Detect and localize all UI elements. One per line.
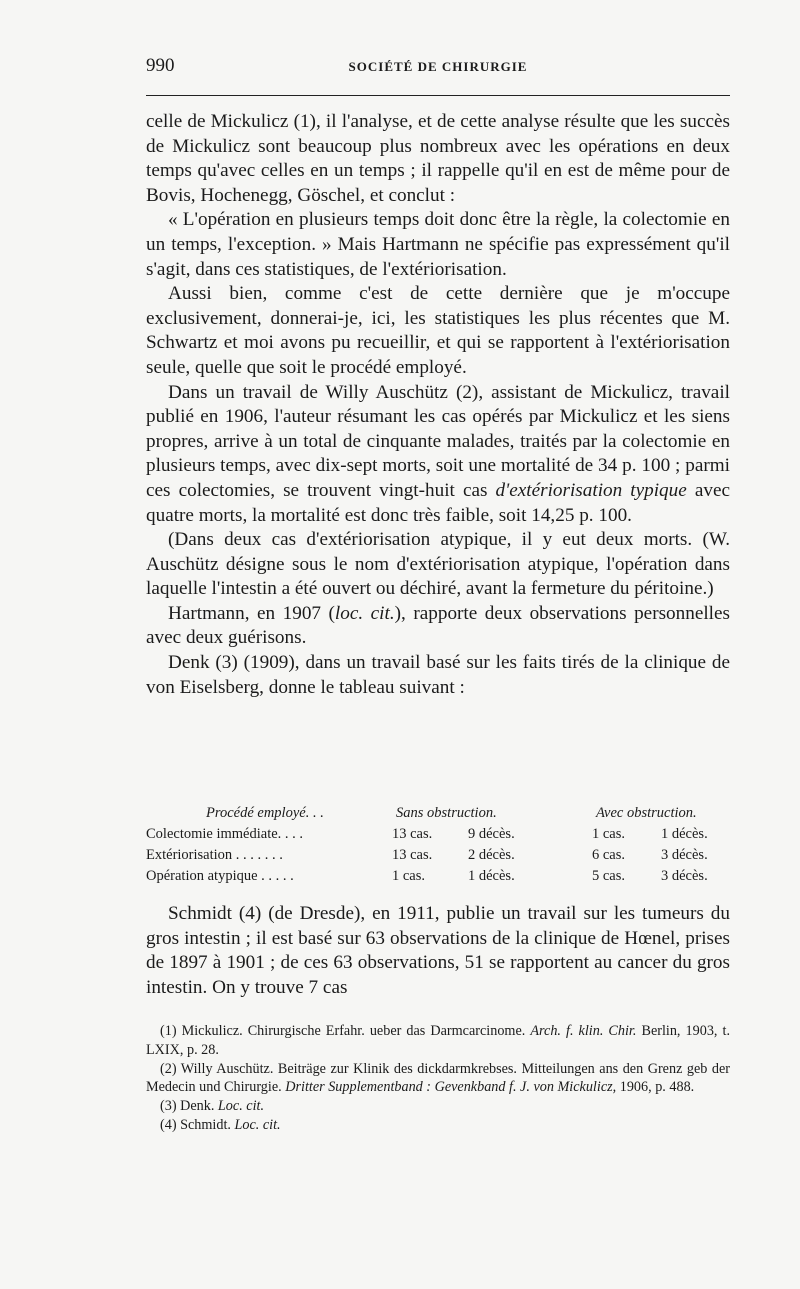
table-cell: Colectomie immédiate. . . .	[146, 826, 304, 842]
main-text	[146, 110, 730, 700]
footnote	[146, 1060, 730, 1098]
table-row	[146, 824, 730, 845]
table-row	[146, 845, 730, 866]
table-cell: 1 décès.	[661, 826, 708, 842]
table-cell: 3 décès.	[661, 847, 708, 863]
footnote-italic: Arch. f. klin. Chir.	[530, 1023, 637, 1039]
paragraph-text: Hartmann, en 1907 (	[168, 602, 335, 624]
paragraph	[146, 282, 730, 380]
header-rule	[146, 95, 730, 96]
paragraph	[146, 651, 730, 700]
footnote-italic: Loc. cit.	[234, 1116, 281, 1133]
footnote-text: (1) Mickulicz. Chirurgische Erfahr. ueber das Darmcarcinome.	[160, 1023, 531, 1039]
paragraph-text: « L'opération en plusieurs temps doit donc être la règle, la colectomie en un temps, l'exception. » Mais Hartmann ne spécifie pas expressément qu'il s'agit, dans ces statistiques, de l'extériorisation.	[146, 209, 730, 280]
table-cell: 6 cas.	[592, 847, 626, 863]
running-head: SOCIÉTÉ DE CHIRURGIE	[348, 59, 528, 74]
table-cell: 3 décès.	[661, 868, 708, 884]
footnote-text: Berlin, 1903, t. LXIX, p. 28.	[146, 1023, 730, 1058]
paragraph-text: Denk (3) (1909), dans un travail basé sur les faits tirés de la clinique de von Eiselsberg, donne le tableau suivant :	[146, 652, 730, 698]
table-header: Avec obstruction.	[596, 805, 697, 821]
paragraph-text: celle de Mickulicz (1), il l'analyse, et de cette analyse résulte que les succès de Mickulicz sont beaucoup plus nombreux avec les opérations en deux temps qu'avec celles en un temps ; il rappelle qu'il en est de même pour de Bovis, Hochenegg, Göschel, et conclut :	[146, 111, 730, 206]
table-cell: 1 décès.	[468, 868, 515, 884]
paragraph: Schmidt (4) (de Dresde), en 1911, publie un travail sur les tumeurs du gros intestin ; il est basé sur 63 observations de la clinique de Hœnel, prises de 1897 à 1901 ; de ces 63 observations, 51 se rapportent au cancer du gros intestin. On y trouve 7 cas	[146, 903, 730, 998]
footnote-text: (3) Denk.	[160, 1098, 218, 1115]
footnote-italic: Dritter Supplementband : Gevenkband f. J. von Mickulicz,	[285, 1079, 617, 1096]
paragraph	[146, 110, 730, 208]
footnote-text: (4) Schmidt.	[160, 1116, 235, 1133]
paragraph	[146, 208, 730, 282]
page-header	[146, 55, 730, 81]
table-cell: 5 cas.	[592, 868, 626, 884]
footnote-text: 1906, p. 488.	[616, 1079, 695, 1096]
table-header-row	[146, 803, 730, 824]
paragraph	[146, 528, 730, 602]
paragraph-text: Dans un travail de Willy Auschütz (2), assistant de Mickulicz, travail publié en 1906, l'auteur résumant les cas opérés par Mickulicz et les siens propres, arrive à un total de cinquante malades, traités par la colectomie en plusieurs temps, avec dix-sept morts, soit une mortalité de 34 p. 100 ; parmi ces colectomies, se trouvent vingt-huit cas	[146, 381, 730, 501]
footnote-italic: Loc. cit.	[217, 1098, 265, 1115]
paragraph-text: ), rapporte deux observations personnelles avec deux guérisons.	[146, 602, 730, 649]
paragraph-italic: loc. cit.	[334, 602, 395, 624]
denk-table	[146, 803, 730, 887]
paragraph-italic: d'extériorisation typique	[495, 479, 687, 501]
footnote	[146, 1022, 730, 1060]
table-cell: 1 cas.	[592, 826, 626, 842]
table-row	[146, 866, 730, 887]
closing-text	[146, 902, 730, 1000]
table-cell: Extériorisation . . . . . . .	[146, 847, 283, 863]
table-cell: 9 décès.	[468, 826, 515, 842]
table-header: Procédé employé. . .	[206, 805, 324, 821]
paragraph	[146, 602, 730, 651]
footnote-text: (2) Willy Auschütz. Beiträge zur Klinik des dickdarmkrebses. Mitteilungen ans den Grenz geb der Medecin und Chirurgie.	[146, 1060, 730, 1096]
footnote	[146, 1116, 730, 1135]
paragraph	[146, 381, 730, 529]
table-cell: 1 cas.	[392, 868, 426, 884]
paragraph-text: avec quatre morts, la mortalité est donc très faible, soit 14,25 p. 100.	[146, 479, 730, 526]
footnotes	[146, 1022, 730, 1135]
footnote	[146, 1097, 730, 1116]
table-cell: Opération atypique . . . . .	[146, 868, 294, 884]
paragraph-text: (Dans deux cas d'extériorisation atypique, il y eut deux morts. (W. Auschütz désigne sous le nom d'extériorisation atypique, l'opération dans laquelle l'intestin a été ouvert ou déchiré, avant la fermeture du péritoine.)	[146, 529, 730, 600]
table-header: Sans obstruction.	[396, 805, 497, 821]
table-cell: 13 cas.	[392, 826, 433, 842]
page-number: 990	[146, 55, 175, 76]
table-cell: 13 cas.	[392, 847, 433, 863]
table-cell: 2 décès.	[468, 847, 515, 863]
paragraph-text: Aussi bien, comme c'est de cette dernière que je m'occupe exclusivement, donnerai-je, ici, les statistiques les plus récentes que M. Schwartz et moi avons pu recueillir, et qui se rapportent à l'extériorisation seule, quelle que soit le procédé employé.	[146, 283, 730, 378]
